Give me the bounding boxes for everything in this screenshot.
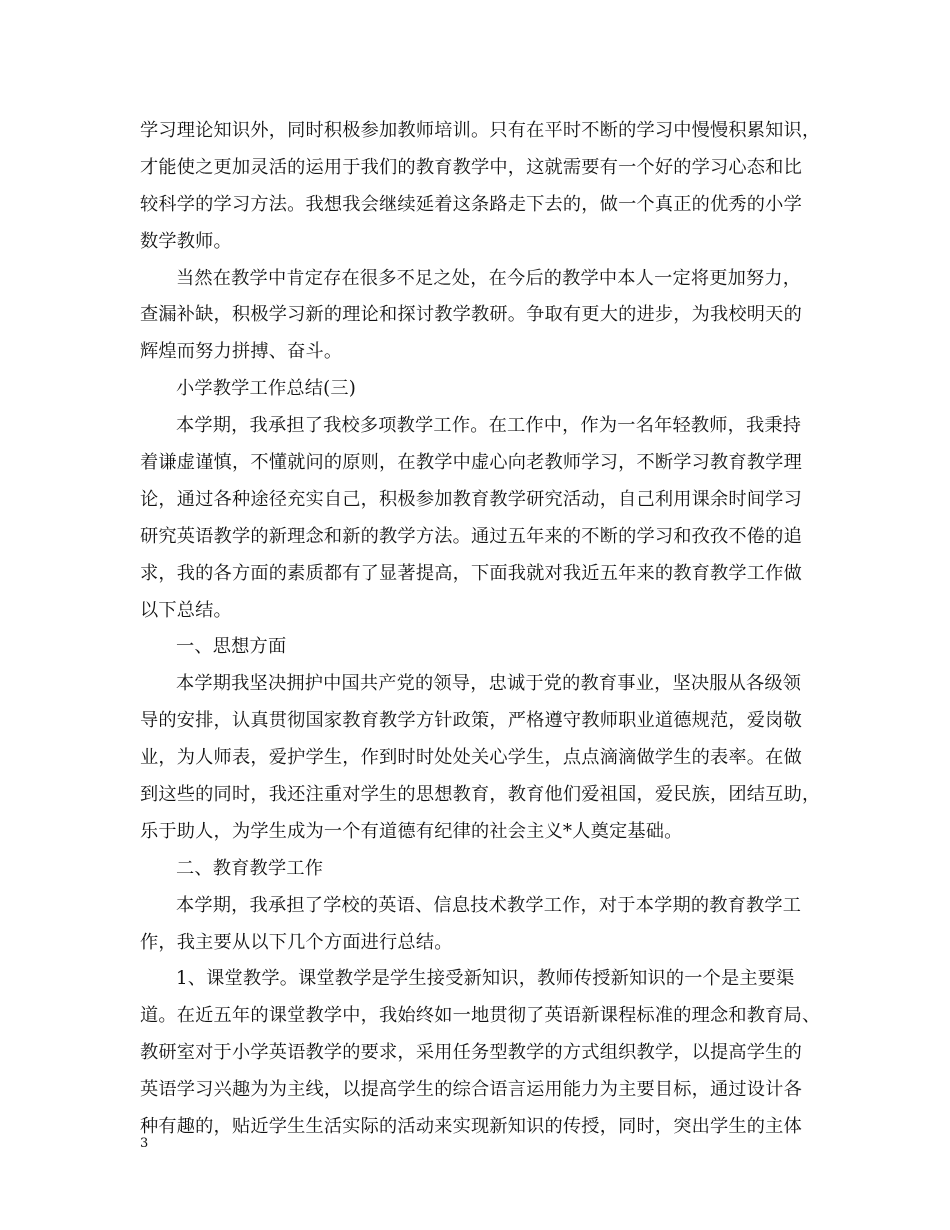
text-line: 查漏补缺，积极学习新的理论和探讨教学教研。争取有更大的进步，为我校明天的 [140,304,802,326]
text-line: 乐于助人，为学生成为一个有道德有纪律的社会主义*人奠定基础。 [140,820,683,842]
text-line: 数学教师。 [140,230,232,252]
text-line: 一、思想方面 [176,636,287,658]
text-line: 才能使之更加灵活的运用于我们的教育教学中，这就需要有一个好的学习心态和比 [140,156,802,178]
text-line: 辉煌而努力拼搏、奋斗。 [140,341,343,363]
text-line: 到这些的同时，我还注重对学生的思想教育，教育他们爱祖国，爱民族，团结互助， [140,784,821,806]
text-line: 本学期我坚决拥护中国共产党的领导，忠诚于党的教育事业，坚决服从各级领 [176,673,802,695]
text-line: 论，通过各种途径充实自己，积极参加教育教学研究活动，自己利用课余时间学习 [140,488,802,510]
text-line: 1、课堂教学。课堂教学是学生接受新知识，教师传授新知识的一个是主要渠 [176,968,795,990]
text-line: 业，为人师表，爱护学生，作到时时处处关心学生，点点滴滴做学生的表率。在做 [140,747,802,769]
text-line: 作，我主要从以下几个方面进行总结。 [140,931,453,953]
text-line: 道。在近五年的课堂教学中，我始终如一地贯彻了英语新课程标准的理念和教育局、 [140,1005,821,1027]
text-line: 本学期，我承担了我校多项教学工作。在工作中，作为一名年轻教师，我秉持 [176,415,802,437]
text-line: 二、教育教学工作 [176,857,324,879]
text-line: 本学期，我承担了学校的英语、信息技术教学工作，对于本学期的教育教学工 [176,894,802,916]
text-line: 着谦虚谨慎，不懂就问的原则，在教学中虚心向老教师学习，不断学习教育教学理 [140,452,802,474]
text-line: 较科学的学习方法。我想我会继续延着这条路走下去的，做一个真正的优秀的小学 [140,193,802,215]
document-body [140,113,820,1146]
text-line: 小学教学工作总结(三) [176,378,357,400]
page-number: 3 [140,1136,149,1151]
text-line: 英语学习兴趣为为主线，以提高学生的综合语言运用能力为主要目标，通过设计各 [140,1079,802,1101]
text-line: 求，我的各方面的素质都有了显著提高，下面我就对我近五年来的教育教学工作做 [140,562,802,584]
text-line: 学习理论知识外，同时积极参加教师培训。只有在平时不断的学习中慢慢积累知识， [140,120,821,141]
text-line: 以下总结。 [140,599,232,621]
text-line: 种有趣的，贴近学生生活实际的活动来实现新知识的传授，同时，突出学生的主体 [140,1116,802,1138]
text-line: 当然在教学中肯定存在很多不足之处，在今后的教学中本人一定将更加努力， [176,267,802,289]
text-line: 教研室对于小学英语教学的要求，采用任务型教学的方式组织教学，以提高学生的 [140,1042,802,1064]
text-line: 导的安排，认真贯彻国家教育教学方针政策，严格遵守教师职业道德规范，爱岗敬 [140,710,802,732]
text-line: 研究英语教学的新理念和新的教学方法。通过五年来的不断的学习和孜孜不倦的追 [140,525,802,547]
